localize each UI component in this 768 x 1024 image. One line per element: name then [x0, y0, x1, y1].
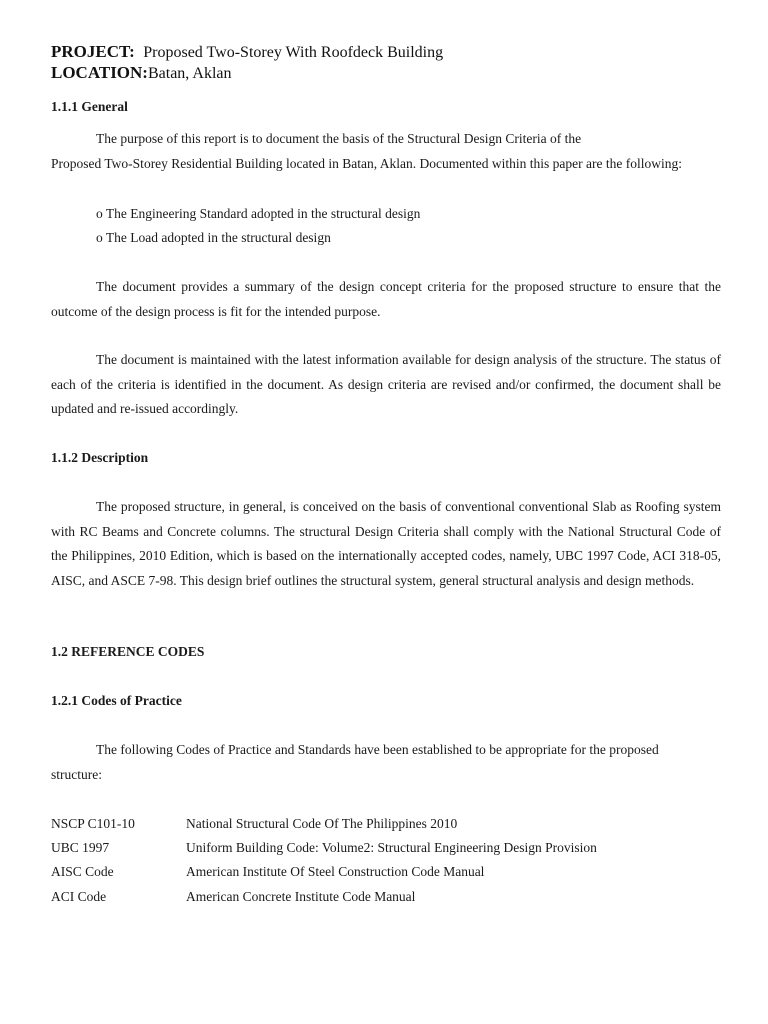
project-line	[51, 41, 443, 63]
code-description: American Institute Of Steel Construction Code Manual	[186, 864, 485, 879]
description-paragraph	[51, 495, 721, 593]
general-paragraph-3-text: The document is maintained with the latest information available for design analysis of the structure. The status of each of the criteria is identified in the document. As design criteria are revised and/or confirmed, the document shall be updated and re-issued accordingly.	[51, 352, 721, 416]
general-paragraph-2	[51, 275, 721, 324]
project-value: Proposed Two-Storey With Roofdeck Building	[143, 44, 444, 61]
code-description: National Structural Code Of The Philippines 2010	[186, 816, 458, 831]
section-heading-reference-codes: 1.2 REFERENCE CODES	[51, 644, 205, 659]
section-heading-description: 1.1.2 Description	[51, 450, 149, 465]
general-intro-line2: Proposed Two-Storey Residential Building located in Batan, Aklan. Documented within this paper are the following:	[51, 156, 682, 171]
location-line	[51, 62, 232, 84]
code-abbreviation: NSCP C101-10	[51, 816, 135, 831]
code-abbreviation: AISC Code	[51, 864, 114, 879]
codes-intro-line2: structure:	[51, 767, 102, 782]
codes-intro-line1: The following Codes of Practice and Standards have been established to be appropriate for the proposed	[96, 742, 659, 757]
general-intro-line1: The purpose of this report is to document the basis of the Structural Design Criteria of the	[96, 131, 582, 146]
code-abbreviation: UBC 1997	[51, 840, 110, 855]
section-heading-codes-of-practice: 1.2.1 Codes of Practice	[51, 693, 182, 708]
general-paragraph-3	[51, 348, 721, 422]
general-paragraph-2-text: The document provides a summary of the design concept criteria for the proposed structure to ensure that the outcome of the design process is fit for the intended purpose.	[51, 279, 721, 319]
location-value: Batan, Aklan	[147, 65, 232, 82]
description-paragraph-text: The proposed structure, in general, is conceived on the basis of conventional conventional Slab as Roofing system with RC Beams and Concrete columns. The structural Design Criteria shall comply with the National Structural Code of the Philippines, 2010 Edition, which is based on the internationally accepted codes, namely, UBC 1997 Code, ACI 318-05, AISC, and ASCE 7-98. This design brief outlines the structural system, general structural analysis and design methods.	[51, 499, 721, 588]
project-label: PROJECT:	[51, 42, 135, 61]
location-label: LOCATION:	[51, 63, 148, 82]
code-description: American Concrete Institute Code Manual	[186, 889, 416, 904]
section-heading-general: 1.1.1 General	[51, 99, 128, 114]
bullet-item: o The Engineering Standard adopted in the structural design	[96, 206, 421, 221]
bullet-item: o The Load adopted in the structural design	[96, 230, 331, 245]
code-abbreviation: ACI Code	[51, 889, 107, 904]
code-description: Uniform Building Code: Volume2: Structural Engineering Design Provision	[186, 840, 597, 855]
